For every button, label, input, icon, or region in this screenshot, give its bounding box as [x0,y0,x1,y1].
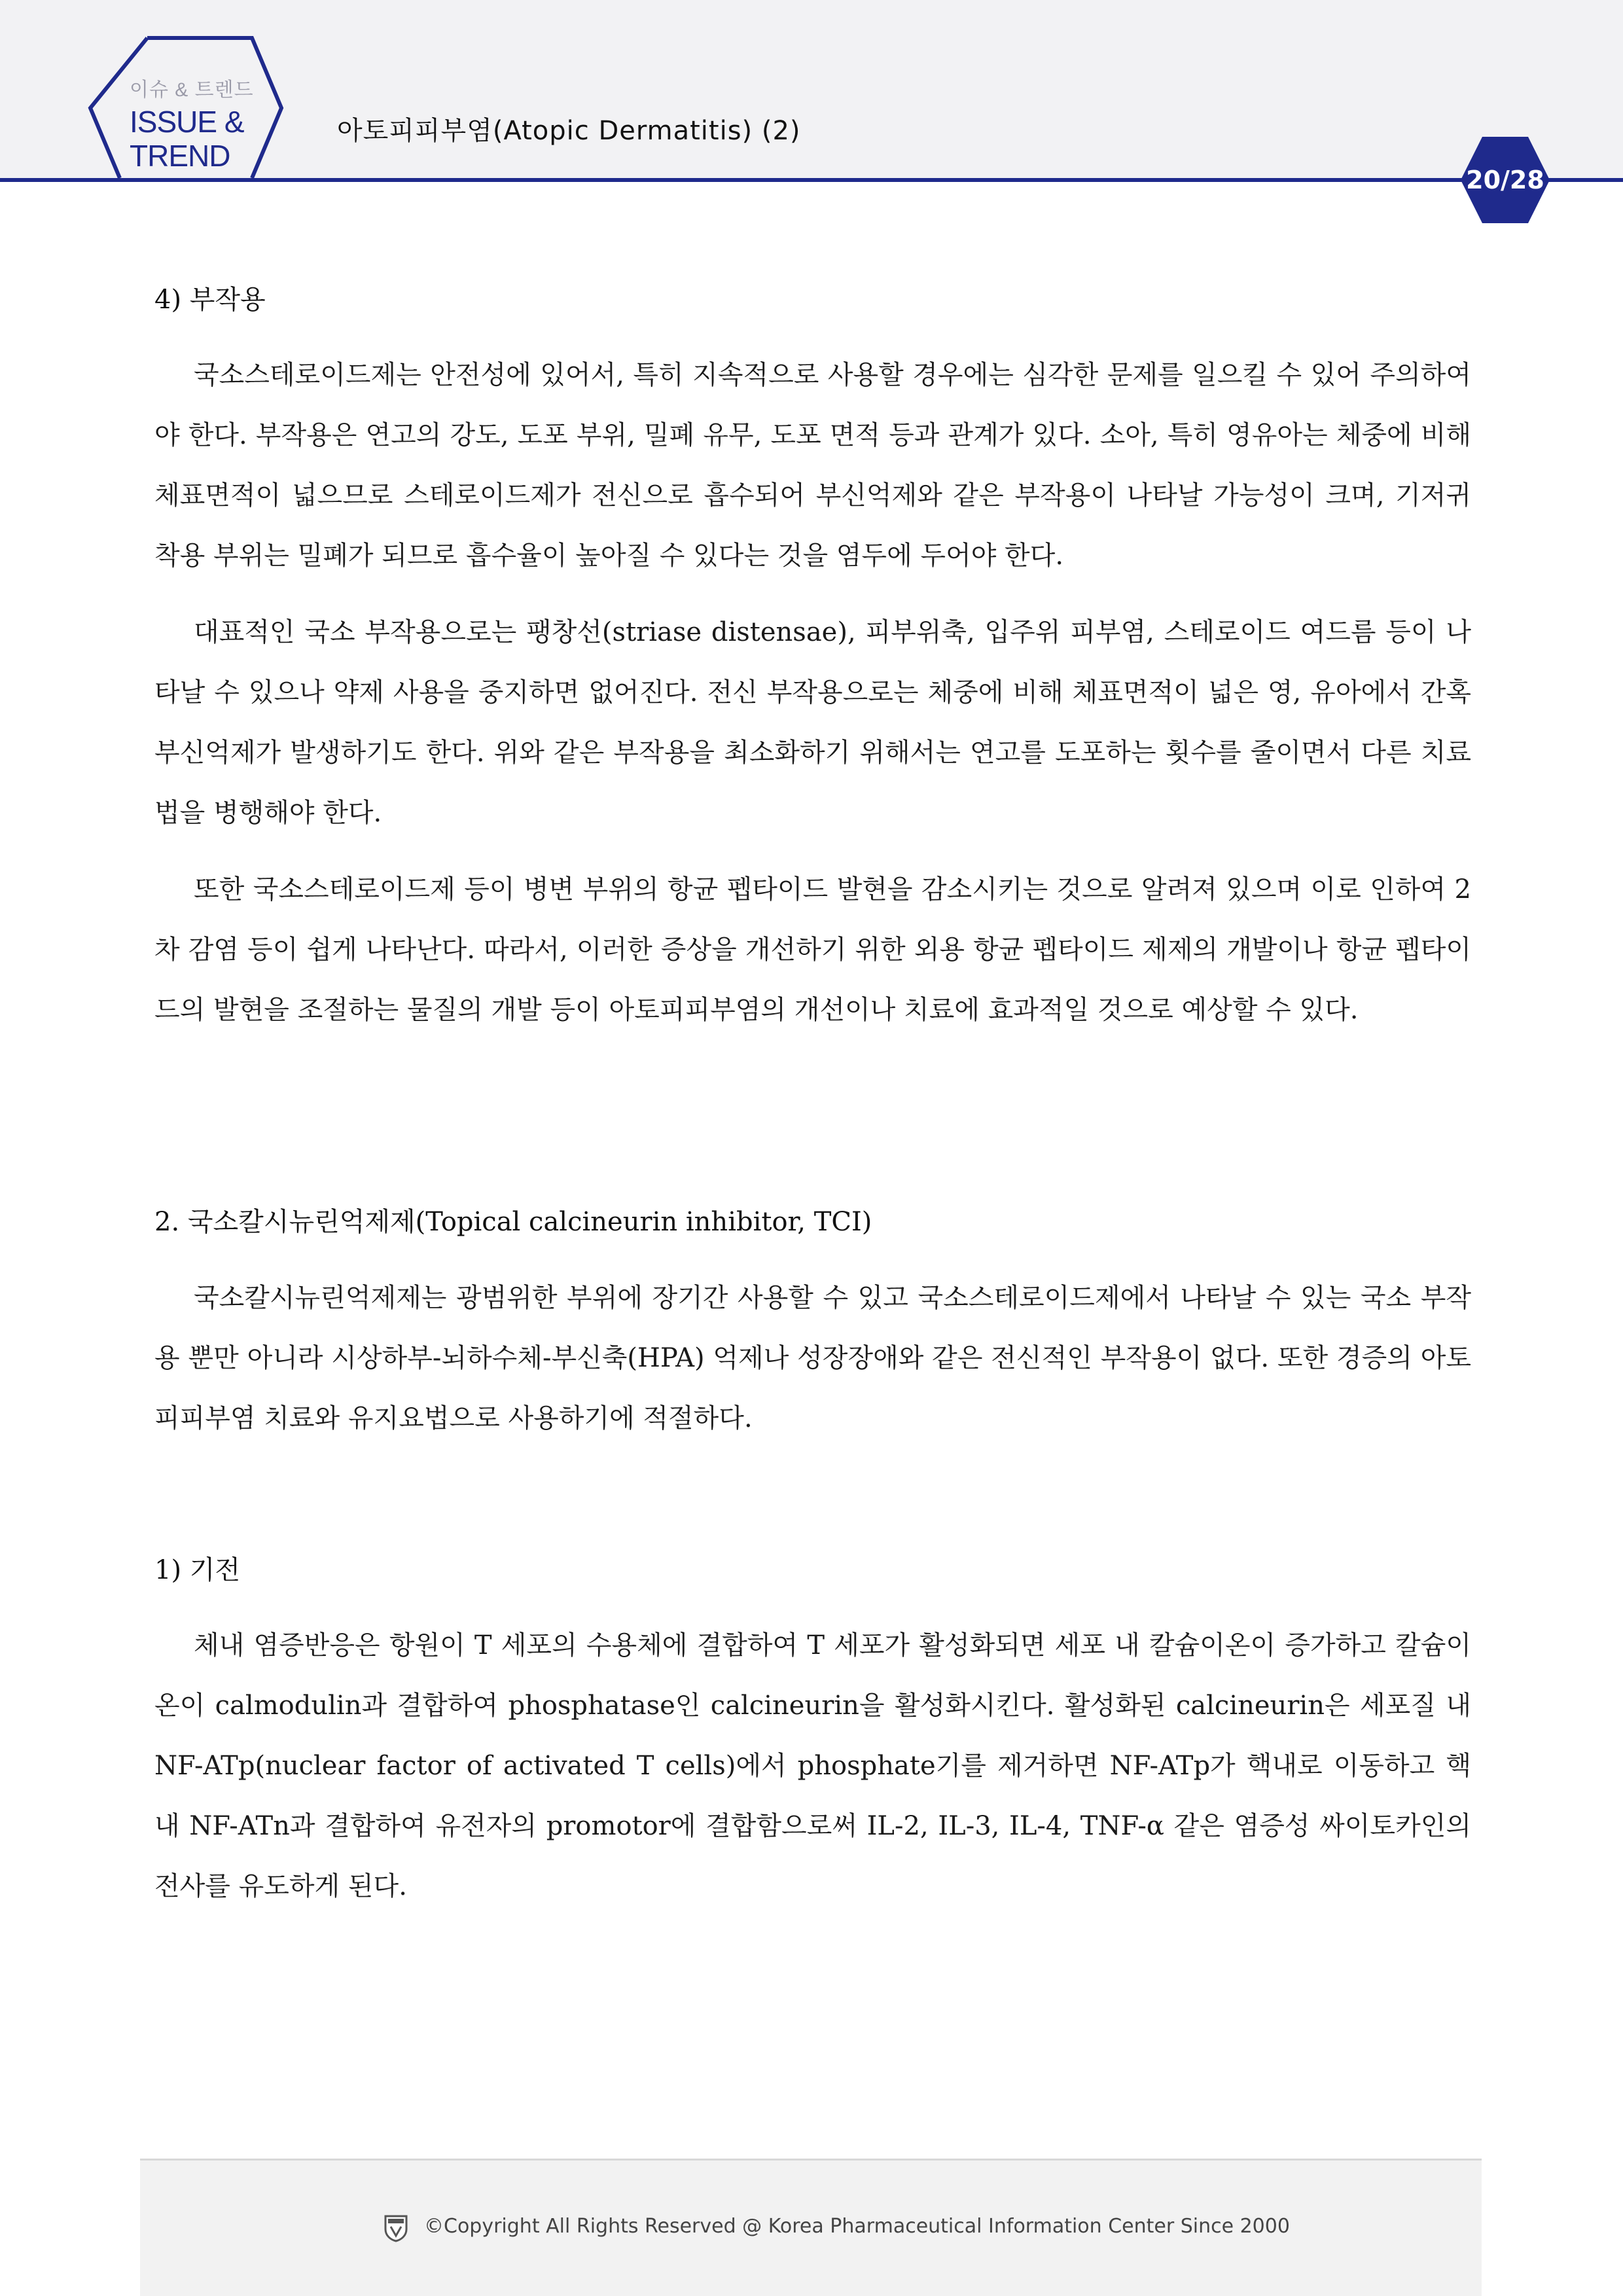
section-heading-mechanism: 1) 기전 [154,1555,241,1585]
page-title: 아토피피부염(Atopic Dermatitis) (2) [337,116,801,146]
logo-line-1: ISSUE & [130,105,244,139]
logo-line-2: TREND [130,139,230,173]
section-heading-tci: 2. 국소칼시뉴린억제제(Topical calcineurin inhibitor, TCI) [154,1207,872,1237]
section-heading-side-effects: 4) 부작용 [154,285,266,315]
footer-copyright: ©Copyright All Rights Reserved @ Korea Pharmaceutical Information Center Since 2000 [424,2215,1290,2238]
paragraph: 국소칼시뉴린억제제는 광범위한 부위에 장기간 사용할 수 있고 국소스테로이드제에서 나타날 수 있는 국소 부작용 뿐만 아니라 시상하부-뇌하수체-부신축(HPA) 억제나 성장장애와 같은 전신적인 부작용이 없다. 또한 경증의 아토피피부염 치료와 유지요법으로 사용하기에 적절하다. [154,1283,1471,1433]
kpic-shield-icon [383,2214,409,2242]
paragraph: 국소스테로이드제는 안전성에 있어서, 특히 지속적으로 사용할 경우에는 심각한 문제를 일으킬 수 있어 주의하여야 한다. 부작용은 연고의 강도, 도포 부위, 밀폐 유무, 도포 면적 등과 관계가 있다. 소아, 특히 영유아는 체중에 비해 체표면적이 넓으므로 스테로이드제가 전신으로 흡수되어 부신억제와 같은 부작용이 나타날 가능성이 크며, 기저귀 착용 부위는 밀폐가 되므로 흡수율이 높아질 수 있다는 것을 염두에 두어야 한다. [154,360,1471,571]
page-number: 20/28 [1466,166,1544,194]
paragraph: 대표적인 국소 부작용으로는 팽창선(striase distensae), 피부위축, 입주위 피부염, 스테로이드 여드름 등이 나타날 수 있으나 약제 사용을 중지하면 없어진다. 전신 부작용으로는 체중에 비해 체표면적이 넓은 영, 유아에서 간혹 부신억제가 발생하기도 한다. 위와 같은 부작용을 최소화하기 위해서는 연고를 도포하는 횟수를 줄이면서 다른 치료법을 병행해야 한다. [154,617,1471,828]
paragraph: 또한 국소스테로이드제 등이 병변 부위의 항균 펩타이드 발현을 감소시키는 것으로 알려져 있으며 이로 인하여 2차 감염 등이 쉽게 나타난다. 따라서, 이러한 증상을 개선하기 위한 외용 항균 펩타이드 제제의 개발이나 항균 펩타이드의 발현을 조절하는 물질의 개발 등이 아토피피부염의 개선이나 치료에 효과적일 것으로 예상할 수 있다. [154,874,1471,1025]
logo-issue-trend [130,105,274,173]
paragraph: 체내 염증반응은 항원이 T 세포의 수용체에 결합하여 T 세포가 활성화되면 세포 내 칼슘이온이 증가하고 칼슘이온이 calmodulin과 결합하여 phosphatase인 calcineurin을 활성화시킨다. 활성화된 calcineurin은 세포질 내 NF-ATp(nuclear factor of activated T cells)에서 phosphate기를 제거하면 NF-ATp가 핵내로 이동하고 핵 내 NF-ATn과 결합하여 유전자의 promotor에 결합함으로써 IL-2, IL-3, IL-4, TNF-α 같은 염증성 싸이토카인의 전사를 유도하게 된다. [154,1630,1471,1901]
logo-korean-label: 이슈 & 트렌드 [130,79,254,101]
